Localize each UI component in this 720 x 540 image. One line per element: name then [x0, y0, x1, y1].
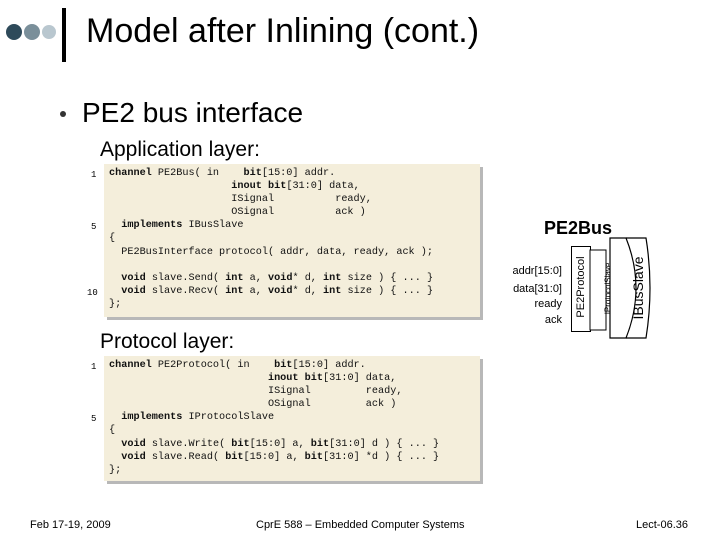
interface-diagram	[588, 236, 660, 340]
protocol-slave-label: IProtocolSlave	[603, 262, 613, 315]
protocol-code	[109, 359, 439, 477]
bus-label: PE2Bus	[544, 218, 613, 238]
signal-label: data[31:0]	[513, 283, 562, 295]
line-number: 10	[87, 288, 98, 298]
code-line: channel PE2Bus( in bit[15:0] addr.	[109, 168, 336, 179]
signal-label: ack	[544, 314, 562, 326]
bullet-text: PE2 bus interface	[82, 97, 304, 128]
logo-dot-dark	[6, 24, 22, 40]
code-line: channel PE2Protocol( in bit[15:0] addr.	[109, 360, 366, 371]
code-line: ISignal ready,	[109, 194, 372, 206]
code-line: {	[109, 425, 116, 437]
code-line: implements IBusSlave	[121, 220, 244, 232]
logo-dot-mid	[24, 24, 40, 40]
code-line: void slave.Recv( int a, void* d, int size ) { ... }	[121, 285, 434, 297]
protocol-label: PE2Protocol	[575, 256, 587, 318]
code-line: OSignal ack )	[109, 399, 397, 411]
application-heading: Application layer:	[100, 138, 260, 161]
application-code-block	[104, 164, 480, 317]
bus-slave-label: IBusSlave	[630, 256, 646, 320]
footer-date: Feb 17-19, 2009	[30, 519, 111, 531]
signal-label: addr[15:0]	[512, 265, 562, 277]
code-line: void slave.Read( bit[15:0] a, bit[31:0] *d ) { ... }	[121, 451, 440, 463]
bullet-icon	[60, 111, 66, 117]
code-line	[109, 259, 433, 272]
code-line: };	[109, 298, 122, 310]
footer-course: CprE 588 – Embedded Computer Systems	[256, 519, 465, 531]
code-line: ISignal ready,	[109, 386, 403, 398]
signal-label: ready	[534, 298, 562, 310]
line-number: 5	[91, 222, 97, 232]
application-code	[109, 167, 433, 311]
code-line: inout bit[31:0] data,	[267, 373, 397, 385]
line-number: 1	[91, 170, 97, 180]
line-number: 1	[91, 362, 97, 372]
line-number: 5	[91, 414, 97, 424]
slide-title: Model after Inlining (cont.)	[86, 12, 480, 50]
protocol-code-block	[104, 356, 480, 481]
code-line: OSignal ack )	[109, 207, 366, 219]
code-line: PE2BusInterface protocol( addr, data, ready, ack );	[109, 246, 434, 258]
logo-dot-light	[42, 25, 56, 39]
title-divider	[62, 8, 66, 62]
code-line: inout bit[31:0] data,	[231, 181, 360, 193]
code-line: {	[109, 233, 116, 245]
code-line: };	[109, 464, 122, 476]
protocol-heading: Protocol layer:	[100, 330, 235, 353]
code-line: void slave.Write( bit[15:0] a, bit[31:0] d ) { ... }	[121, 438, 440, 450]
code-line: implements IProtocolSlave	[121, 412, 275, 424]
code-line: void slave.Send( int a, void* d, int size ) { ... }	[121, 272, 434, 284]
footer-page: Lect-06.36	[636, 519, 688, 531]
